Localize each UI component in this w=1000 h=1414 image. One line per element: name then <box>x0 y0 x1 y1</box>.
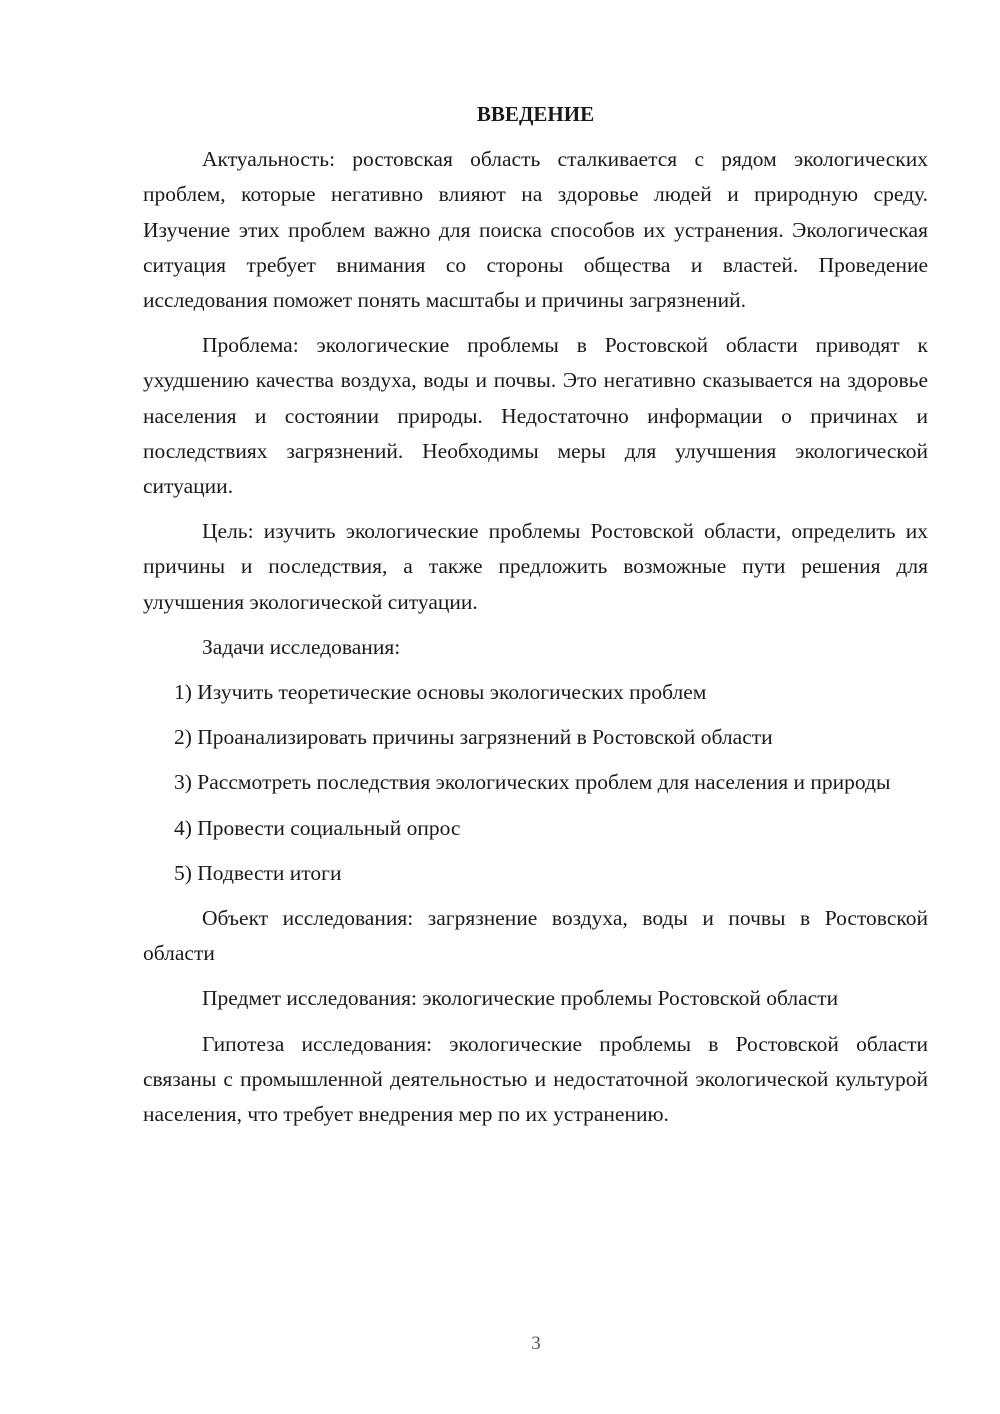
task-item: 4) Провести социальный опрос <box>174 815 461 840</box>
paragraph-goal: Цель: изучить экологические проблемы Ростовской области, определить их причины и последствия, а также предложить возможные пути решения для улучшения экологической ситуации. <box>143 519 928 614</box>
section-title: ВВЕДЕНИЕ <box>476 102 595 126</box>
document-body <box>143 97 928 1142</box>
task-item: 3) Рассмотреть последствия экологических проблем для населения и природы <box>174 770 891 795</box>
paragraph-relevance: Актуальность: ростовская область сталкивается с рядом экологических проблем, которые негативно влияют на здоровье людей и природную среду. Изучение этих проблем важно для поиска способов их устранения. Экологическая ситуация требует внимания со стороны общества и властей. Проведение исследования поможет понять масштабы и причины загрязнений. <box>143 147 928 313</box>
paragraph-problem: Проблема: экологические проблемы в Ростовской области приводят к ухудшению качества воздуха, воды и почвы. Это негативно сказывается на здоровье населения и состоянии природы. Недостаточно информации о причинах и последствиях загрязнений. Необходимы меры для улучшения экологической ситуации. <box>143 333 928 499</box>
paragraph-subject: Предмет исследования: экологические проблемы Ростовской области <box>202 986 839 1011</box>
paragraph-tasks-heading: Задачи исследования: <box>202 634 401 659</box>
page-number: 3 <box>531 1333 541 1354</box>
task-item: 1) Изучить теоретические основы экологических проблем <box>174 680 707 705</box>
task-item: 2) Проанализировать причины загрязнений в Ростовской области <box>174 725 773 750</box>
paragraph-hypothesis: Гипотеза исследования: экологические проблемы в Ростовской области связаны с промышленной деятельностью и недостаточной экологической культурой населения, что требует внедрения мер по их устранению. <box>143 1031 928 1127</box>
task-item: 5) Подвести итоги <box>174 860 342 885</box>
paragraph-object: Объект исследования: загрязнение воздуха, воды и почвы в Ростовской области <box>143 906 928 966</box>
